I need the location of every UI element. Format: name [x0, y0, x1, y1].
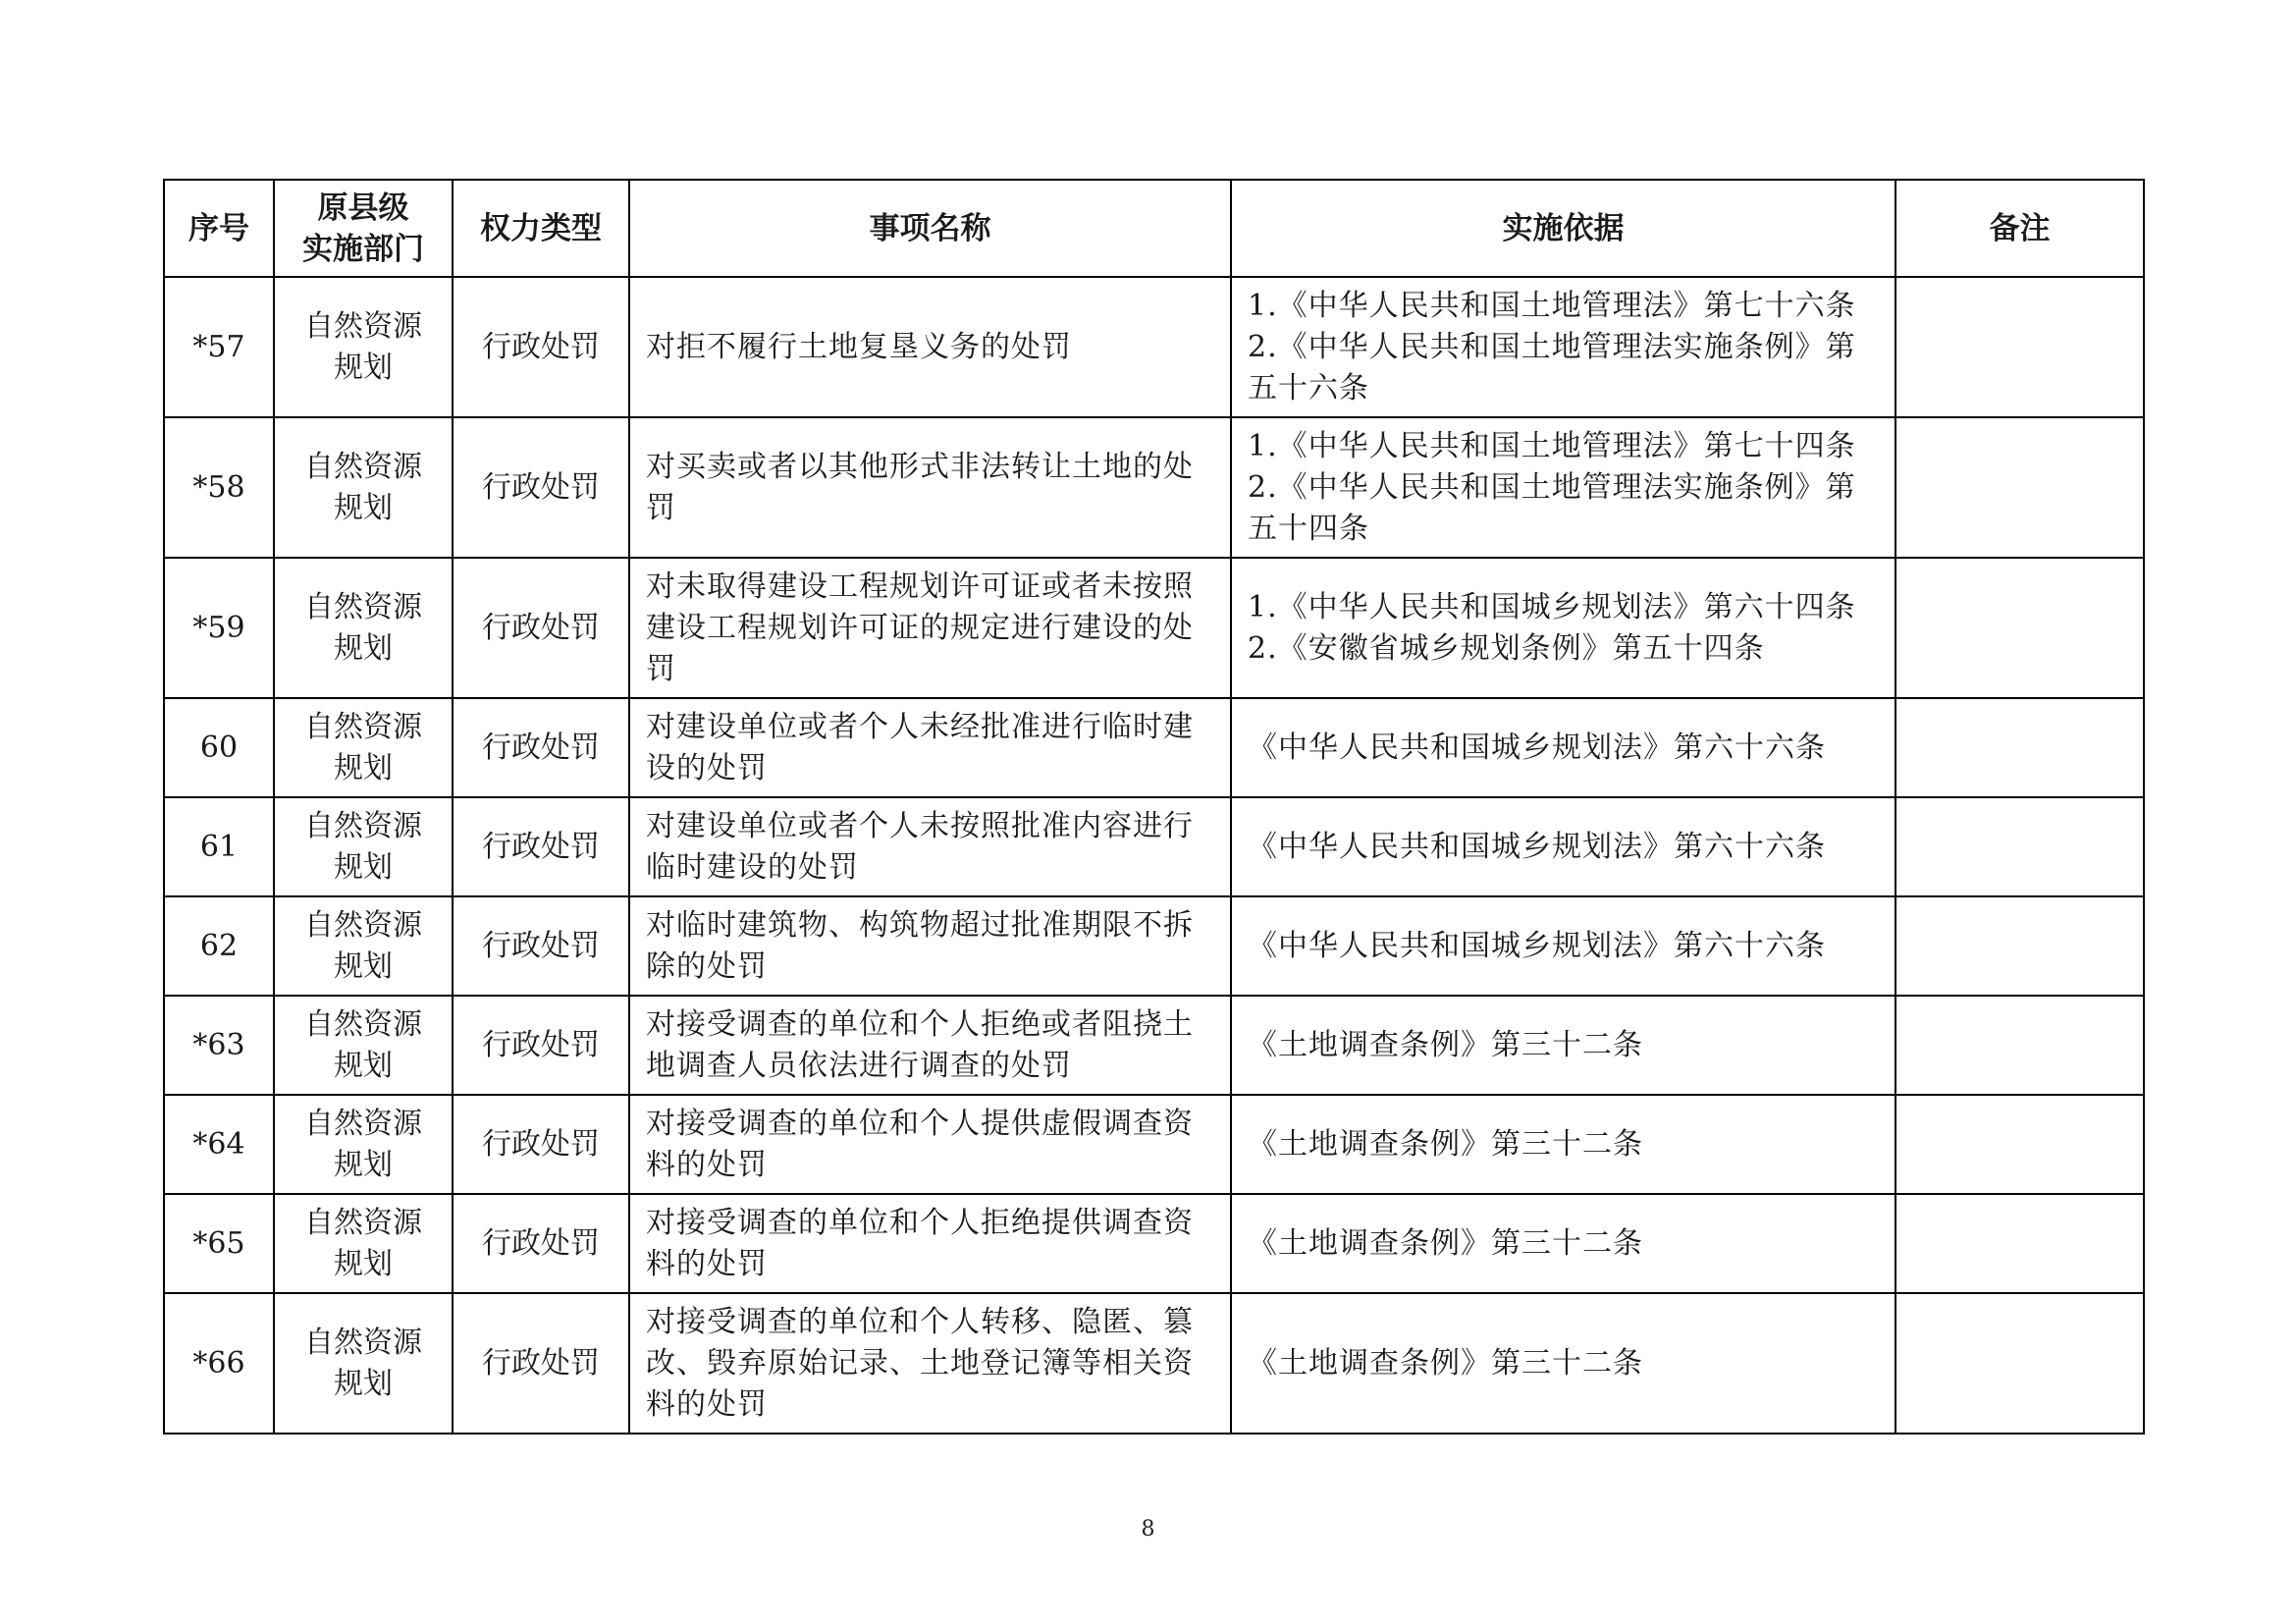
row-basis: [1231, 1095, 1896, 1194]
row-seq: *59: [164, 558, 274, 698]
row-dept: [274, 558, 453, 698]
table-row: [164, 698, 2144, 797]
row-basis-line: 2.《中华人民共和国土地管理法实施条例》第五十四条: [1248, 469, 1856, 546]
row-basis: [1231, 1194, 1896, 1293]
row-basis: [1231, 698, 1896, 797]
table-row: [164, 277, 2144, 417]
row-item-name: 对接受调查的单位和个人拒绝提供调查资料的处罚: [629, 1194, 1231, 1293]
row-power-type: 行政处罚: [453, 797, 629, 896]
row-dept-line1: 自然资源: [304, 1325, 422, 1360]
row-dept-line2: 规划: [334, 630, 393, 666]
row-seq: *65: [164, 1194, 274, 1293]
row-basis-line: 2.《中华人民共和国土地管理法实施条例》第五十六条: [1248, 329, 1856, 406]
header-dept-line1: 原县级: [317, 189, 409, 226]
row-item-name: 对未取得建设工程规划许可证或者未按照建设工程规划许可证的规定进行建设的处罚: [629, 558, 1231, 698]
row-basis-line: 《土地调查条例》第三十二条: [1248, 1126, 1643, 1162]
row-remark: [1896, 698, 2144, 797]
row-dept-line2: 规划: [334, 1147, 393, 1182]
power-list-table: [163, 179, 2145, 1435]
header-basis: 实施依据: [1231, 180, 1896, 277]
row-dept-line2: 规划: [334, 350, 393, 385]
row-power-type: 行政处罚: [453, 277, 629, 417]
row-basis: [1231, 797, 1896, 896]
row-dept-line2: 规划: [334, 490, 393, 525]
row-item-name: 对买卖或者以其他形式非法转让土地的处罚: [629, 417, 1231, 558]
row-seq: *63: [164, 996, 274, 1095]
page-number: 8: [1141, 1517, 1155, 1542]
row-basis: [1231, 896, 1896, 996]
row-seq: *64: [164, 1095, 274, 1194]
row-basis: [1231, 1293, 1896, 1434]
row-seq: 61: [164, 797, 274, 896]
row-power-type: 行政处罚: [453, 996, 629, 1095]
row-power-type: 行政处罚: [453, 1293, 629, 1434]
table-row: [164, 417, 2144, 558]
table-header-row: [164, 180, 2144, 277]
row-remark: [1896, 1095, 2144, 1194]
row-basis-line: 《土地调查条例》第三十二条: [1248, 1027, 1643, 1062]
row-item-name: 对接受调查的单位和个人转移、隐匿、篡改、毁弃原始记录、土地登记簿等相关资料的处罚: [629, 1293, 1231, 1434]
header-item-name: 事项名称: [629, 180, 1231, 277]
row-basis: [1231, 996, 1896, 1095]
row-dept: [274, 417, 453, 558]
row-basis: [1231, 417, 1896, 558]
row-dept-line1: 自然资源: [304, 907, 422, 943]
row-dept-line1: 自然资源: [304, 709, 422, 744]
row-seq: *66: [164, 1293, 274, 1434]
row-dept: [274, 698, 453, 797]
row-basis-line: 2.《安徽省城乡规划条例》第五十四条: [1248, 630, 1765, 666]
row-remark: [1896, 896, 2144, 996]
row-basis: [1231, 277, 1896, 417]
row-basis-line: 《土地调查条例》第三十二条: [1248, 1345, 1643, 1380]
header-remarks: 备注: [1896, 180, 2144, 277]
header-dept-line2: 实施部门: [302, 231, 424, 267]
row-dept: [274, 277, 453, 417]
row-dept-line2: 规划: [334, 1048, 393, 1083]
table-row: [164, 1293, 2144, 1434]
row-basis: [1231, 558, 1896, 698]
row-power-type: 行政处罚: [453, 1095, 629, 1194]
row-dept: [274, 996, 453, 1095]
row-dept-line1: 自然资源: [304, 1106, 422, 1141]
table-row: [164, 996, 2144, 1095]
row-remark: [1896, 996, 2144, 1095]
table-row: [164, 797, 2144, 896]
row-item-name: 对接受调查的单位和个人提供虚假调查资料的处罚: [629, 1095, 1231, 1194]
row-dept-line1: 自然资源: [304, 1006, 422, 1042]
row-remark: [1896, 277, 2144, 417]
row-basis-line: 《中华人民共和国城乡规划法》第六十六条: [1248, 730, 1826, 765]
row-seq: *57: [164, 277, 274, 417]
row-power-type: 行政处罚: [453, 417, 629, 558]
row-basis-line: 1.《中华人民共和国土地管理法》第七十四条: [1248, 428, 1856, 463]
row-item-name: 对接受调查的单位和个人拒绝或者阻挠土地调查人员依法进行调查的处罚: [629, 996, 1231, 1095]
row-dept-line1: 自然资源: [304, 449, 422, 484]
row-basis-line: 《中华人民共和国城乡规划法》第六十六条: [1248, 829, 1826, 864]
row-dept-line1: 自然资源: [304, 589, 422, 624]
table-row: [164, 1095, 2144, 1194]
row-remark: [1896, 417, 2144, 558]
row-seq: 62: [164, 896, 274, 996]
row-basis-line: 1.《中华人民共和国城乡规划法》第六十四条: [1248, 589, 1856, 624]
table-row: [164, 1194, 2144, 1293]
row-remark: [1896, 1194, 2144, 1293]
row-dept-line1: 自然资源: [304, 808, 422, 843]
row-remark: [1896, 558, 2144, 698]
row-item-name: 对拒不履行土地复垦义务的处罚: [629, 277, 1231, 417]
table-row: [164, 896, 2144, 996]
row-dept-line1: 自然资源: [304, 1205, 422, 1240]
row-power-type: 行政处罚: [453, 1194, 629, 1293]
row-dept: [274, 1095, 453, 1194]
row-power-type: 行政处罚: [453, 896, 629, 996]
row-basis-line: 《土地调查条例》第三十二条: [1248, 1225, 1643, 1261]
row-seq: *58: [164, 417, 274, 558]
row-power-type: 行政处罚: [453, 698, 629, 797]
row-item-name: 对建设单位或者个人未经批准进行临时建设的处罚: [629, 698, 1231, 797]
row-dept-line2: 规划: [334, 849, 393, 885]
row-basis-line: 1.《中华人民共和国土地管理法》第七十六条: [1248, 288, 1856, 323]
header-dept: [274, 180, 453, 277]
header-seq: 序号: [164, 180, 274, 277]
row-dept: [274, 797, 453, 896]
row-dept-line1: 自然资源: [304, 308, 422, 344]
row-dept-line2: 规划: [334, 1246, 393, 1281]
row-basis-line: 《中华人民共和国城乡规划法》第六十六条: [1248, 928, 1826, 963]
row-dept: [274, 1194, 453, 1293]
row-remark: [1896, 797, 2144, 896]
row-dept-line2: 规划: [334, 750, 393, 785]
row-dept: [274, 1293, 453, 1434]
row-item-name: 对建设单位或者个人未按照批准内容进行临时建设的处罚: [629, 797, 1231, 896]
row-item-name: 对临时建筑物、构筑物超过批准期限不拆除的处罚: [629, 896, 1231, 996]
row-dept: [274, 896, 453, 996]
header-power-type: 权力类型: [453, 180, 629, 277]
row-seq: 60: [164, 698, 274, 797]
table-body: [164, 277, 2144, 1434]
row-dept-line2: 规划: [334, 948, 393, 984]
row-remark: [1896, 1293, 2144, 1434]
table-row: [164, 558, 2144, 698]
row-power-type: 行政处罚: [453, 558, 629, 698]
row-dept-line2: 规划: [334, 1366, 393, 1401]
